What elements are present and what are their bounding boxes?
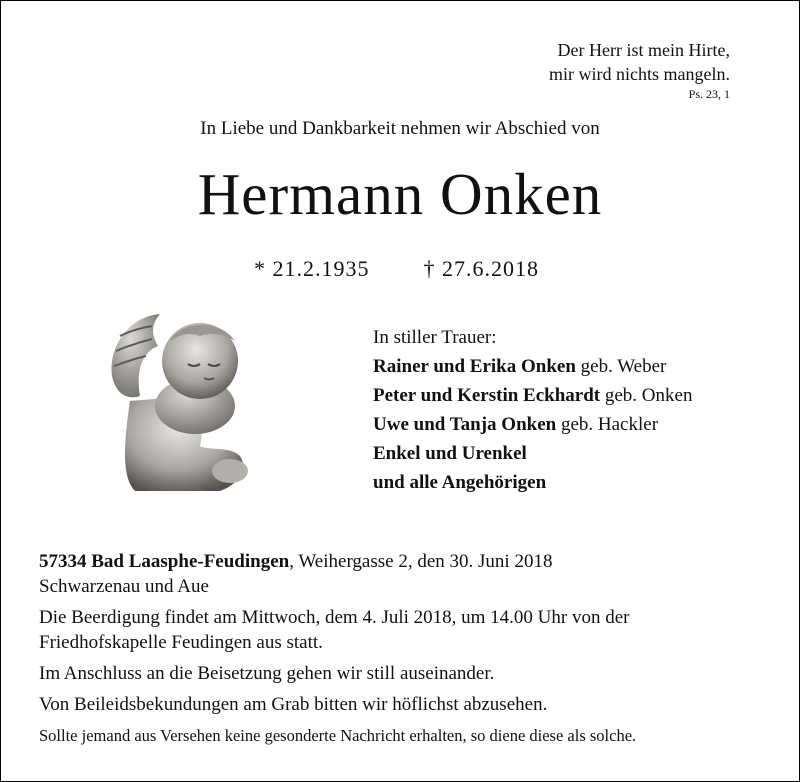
mourners-block [373,323,692,497]
notice-line: Sollte jemand aus Versehen keine gesonderte Nachricht erhalten, so diene diese als solche. [39,726,637,745]
mourner-family-1 [373,352,692,381]
family-note: geb. Onken [600,385,693,406]
family-names: Uwe und Tanja Onken [373,414,557,435]
address-rest: , Weihergasse 2, den 30. Juni 2018 [289,551,553,572]
funeral-line-1: Die Beerdigung findet am Mittwoch, dem 4. Juli 2018, um 14.00 Uhr von der [39,607,630,628]
intro-line: In Liebe und Dankbarkeit nehmen wir Abschied von [200,118,600,139]
grandchildren-label: Enkel und Urenkel [373,443,527,464]
address-line [39,549,636,574]
mourner-relatives [373,468,692,497]
family-names: Rainer und Erika Onken [373,356,576,377]
verse-reference: Ps. 23, 1 [688,87,730,101]
sleeping-angel-image [100,306,258,496]
also-places: Schwarzenau und Aue [39,576,209,597]
family-note: geb. Weber [575,356,667,377]
bible-verse [549,38,730,86]
mourner-family-2 [373,381,692,410]
deceased-name: Hermann Onken [197,161,603,227]
condolences-line: Von Beileidsbekundungen am Grab bitten wir höflichst abzusehen. [39,694,548,715]
family-names: Peter und Kerstin Eckhardt [373,385,601,406]
death-date: † 27.6.2018 [423,256,539,281]
birth-date: * 21.2.1935 [254,256,370,281]
family-note: geb. Hackler [556,414,659,435]
mourner-grandchildren [373,439,692,468]
after-burial-line: Im Anschluss an die Beisetzung gehen wir still auseinander. [39,663,495,684]
verse-line-2: mir wird nichts mangeln. [549,64,730,84]
funeral-line-2: Friedhofskapelle Feudingen aus statt. [39,632,323,653]
address-town: 57334 Bad Laasphe-Feudingen [39,551,290,572]
mourners-heading: In stiller Trauer: [373,327,497,348]
footer-block [39,549,636,748]
relatives-label: und alle Angehörigen [373,472,547,493]
mourner-family-3 [373,410,692,439]
life-dates [254,256,539,282]
verse-line-1: Der Herr ist mein Hirte, [557,40,730,60]
